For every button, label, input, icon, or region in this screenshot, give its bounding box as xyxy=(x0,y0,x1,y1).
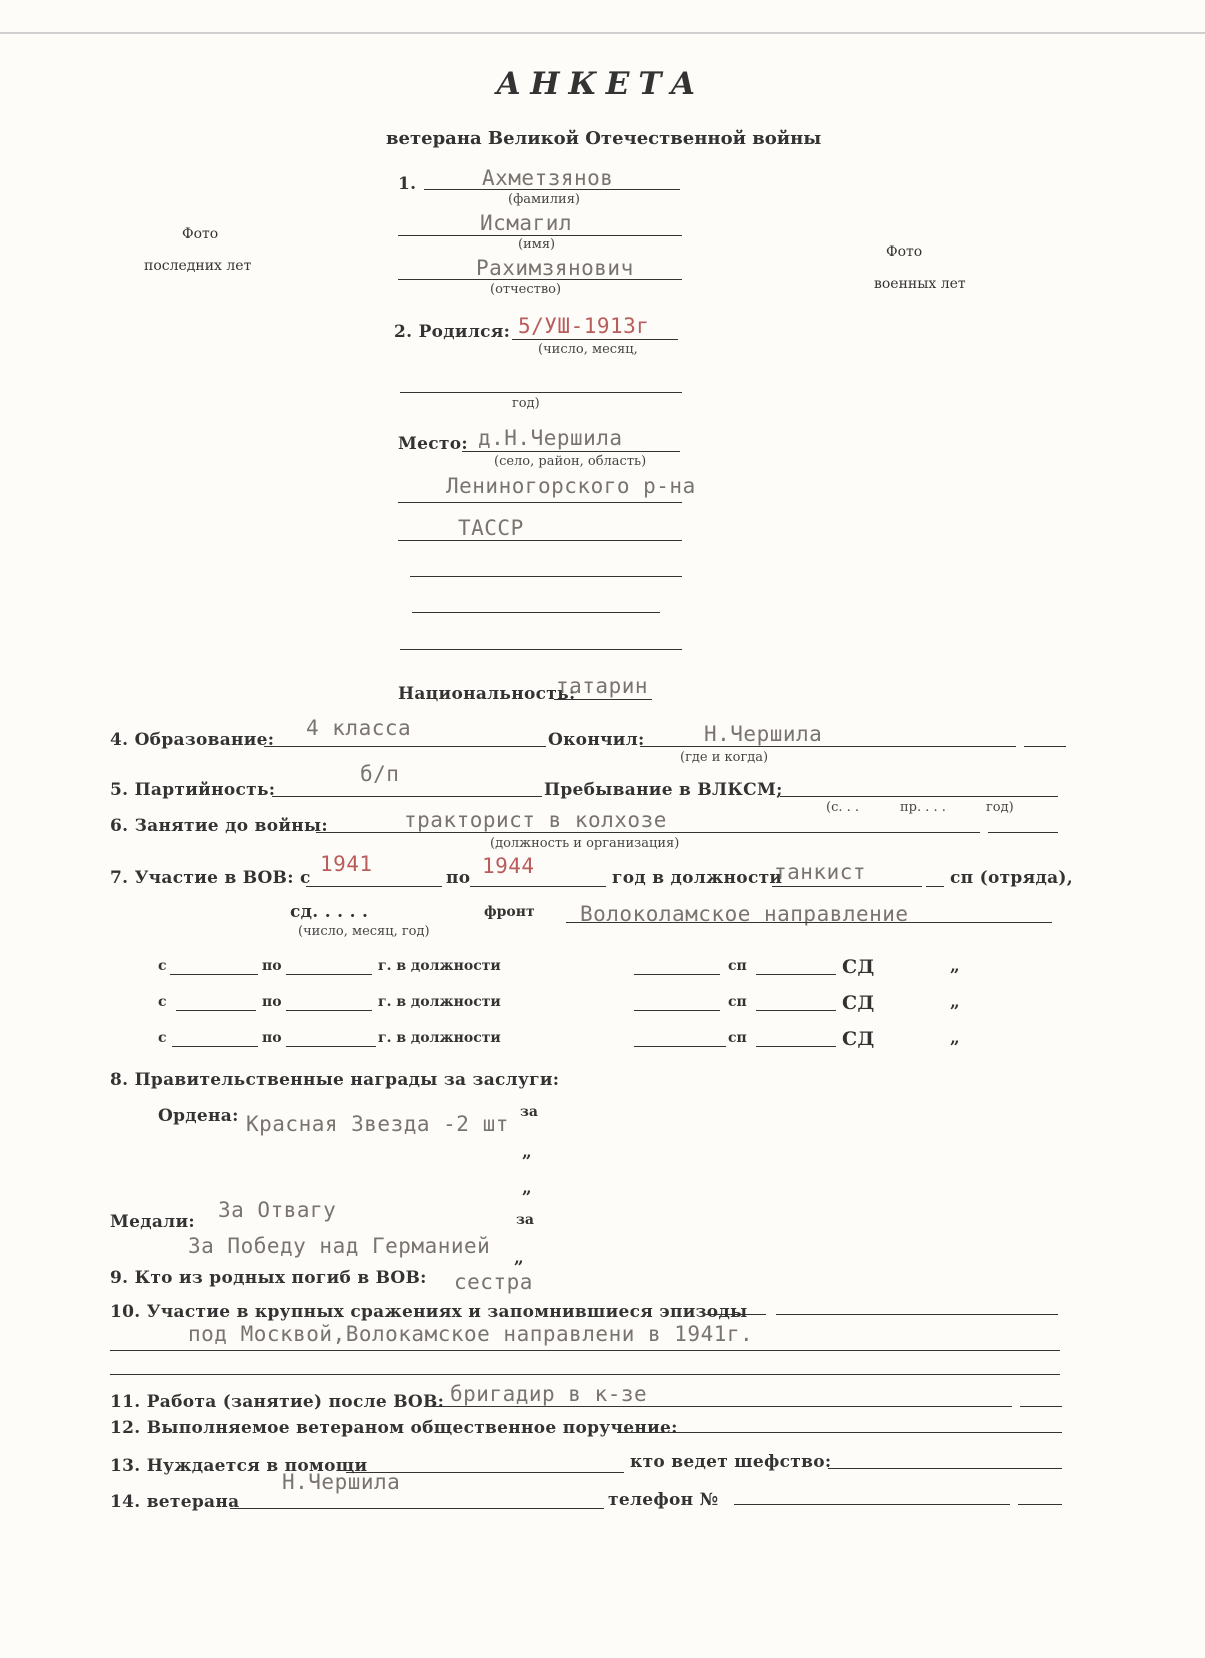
patronymic-value: Рахимзянович xyxy=(476,256,634,280)
patronymic-line xyxy=(398,279,682,280)
phone-line-2 xyxy=(1018,1504,1062,1505)
education-line xyxy=(264,746,546,747)
service-row-position: г. в должности xyxy=(378,1030,501,1046)
vlksm-caption-to: пр. . . . xyxy=(900,800,946,815)
service-row-to: по xyxy=(262,994,282,1010)
after-war-line xyxy=(428,1406,1012,1407)
relatives-value: сестра xyxy=(454,1270,533,1294)
birth-year-line xyxy=(400,392,682,393)
patron-label: кто ведет шефство: xyxy=(630,1452,832,1472)
service-row-to-line xyxy=(286,1046,376,1047)
public-duty-label: 12. Выполняемое ветераном общественное поручение: xyxy=(110,1418,678,1438)
after-war-line-2 xyxy=(1020,1406,1062,1407)
birth-date-value: 5/УШ-1913г xyxy=(518,314,650,338)
medals-ditto: „ xyxy=(514,1248,525,1268)
first-name-caption: (имя) xyxy=(518,237,556,252)
service-row-sd: СД xyxy=(842,956,875,978)
phone-line xyxy=(734,1504,1010,1505)
service-row-from: с xyxy=(158,1030,167,1046)
wwii-unit-label: сп (отряда), xyxy=(950,868,1073,888)
party-label: 5. Партийность: xyxy=(110,780,276,800)
orders-ditto-1: „ xyxy=(522,1142,533,1162)
place-label: Место: xyxy=(398,434,468,454)
occupation-label: 6. Занятие до войны: xyxy=(110,816,328,836)
nationality-line xyxy=(554,699,652,700)
battles-line-2 xyxy=(110,1350,1060,1351)
occupation-line xyxy=(316,832,980,833)
nationality-value: татарин xyxy=(556,674,649,698)
service-row-sp: сп xyxy=(728,994,747,1010)
after-war-label: 11. Работа (занятие) после ВОВ: xyxy=(110,1392,445,1412)
phone-label: телефон № xyxy=(608,1490,719,1510)
photo-left-label-2: последних лет xyxy=(144,258,252,274)
service-row-to: по xyxy=(262,958,282,974)
address-value: Н.Чершила xyxy=(282,1470,401,1494)
service-row-sp: сп xyxy=(728,958,747,974)
service-row-position: г. в должности xyxy=(378,958,501,974)
place-value-1: д.Н.Чершила xyxy=(478,426,623,450)
medals-label: Медали: xyxy=(110,1212,195,1232)
form-subtitle: ветерана Великой Отечественной войны xyxy=(386,128,822,149)
vlksm-caption-year: год) xyxy=(986,800,1014,815)
service-row-sd: СД xyxy=(842,992,875,1014)
service-row-from: с xyxy=(158,958,167,974)
wwii-date-caption: (число, месяц, год) xyxy=(298,924,430,939)
wwii-front-line xyxy=(566,922,1052,923)
surname-value: Ахметзянов xyxy=(482,166,614,190)
service-row-to-line xyxy=(286,1010,372,1011)
battles-line-short xyxy=(706,1314,766,1315)
after-war-value: бригадир в к-зе xyxy=(450,1382,648,1406)
finished-caption: (где и когда) xyxy=(680,750,769,765)
service-row-from-line xyxy=(176,1010,256,1011)
field-num-1: 1. xyxy=(398,174,417,194)
wwii-position-value: танкист xyxy=(774,860,867,884)
finished-line xyxy=(640,746,1016,747)
wwii-from-line xyxy=(306,886,442,887)
patron-line xyxy=(828,1468,1062,1469)
address-label: 14. ветерана xyxy=(110,1492,240,1512)
wwii-to-label: по xyxy=(446,868,471,888)
battles-label: 10. Участие в крупных сражениях и запомнившиеся эпизоды xyxy=(110,1302,748,1322)
photo-right-label-1: Фото xyxy=(886,244,923,260)
wwii-unit-line xyxy=(926,886,944,887)
occupation-caption: (должность и организация) xyxy=(490,836,680,851)
service-row-from-line xyxy=(172,1046,258,1047)
finished-line-2 xyxy=(1024,746,1066,747)
service-row-ditto: „ xyxy=(950,992,961,1012)
vlksm-caption-from: (с. . . xyxy=(826,800,860,815)
place-line-5 xyxy=(412,612,660,613)
service-row-ditto: „ xyxy=(950,956,961,976)
wwii-position-label: год в должности xyxy=(612,868,783,888)
orders-label: Ордена: xyxy=(158,1106,239,1126)
wwii-front-label: фронт xyxy=(484,904,535,920)
wwii-to-line xyxy=(470,886,606,887)
service-row-from: с xyxy=(158,994,167,1010)
place-caption: (село, район, область) xyxy=(494,454,647,469)
first-name-value: Исмагил xyxy=(480,211,573,235)
medal-value-2: За Победу над Германией xyxy=(188,1234,491,1258)
orders-value: Красная Звезда -2 шт xyxy=(246,1112,509,1136)
service-row-sd: СД xyxy=(842,1028,875,1050)
wwii-position-line xyxy=(772,886,922,887)
medals-za: за xyxy=(516,1212,535,1228)
service-row-position: г. в должности xyxy=(378,994,501,1010)
service-row-sp-line xyxy=(756,974,836,975)
vlksm-label: Пребывание в ВЛКСМ; xyxy=(544,780,783,800)
education-value: 4 класса xyxy=(306,716,412,740)
patronymic-caption: (отчество) xyxy=(490,282,562,297)
service-row-ditto: „ xyxy=(950,1028,961,1048)
service-row-sp: сп xyxy=(728,1030,747,1046)
battles-line-3 xyxy=(110,1374,1060,1375)
wwii-front-value: Волоколамское направление xyxy=(580,902,909,926)
battles-value: под Москвой,Волокамское направлени в 1941г. xyxy=(188,1322,754,1346)
form-title: АНКЕТА xyxy=(496,66,705,102)
occupation-value: тракторист в колхозе xyxy=(404,808,667,832)
place-line-4 xyxy=(410,576,682,577)
photo-left-label-1: Фото xyxy=(182,226,219,242)
place-line-3 xyxy=(398,540,682,541)
service-row-position-line xyxy=(634,1046,726,1047)
birth-date-caption-2: год) xyxy=(512,396,540,411)
place-line-6 xyxy=(400,649,682,650)
finished-value: Н.Чершила xyxy=(704,722,823,746)
first-name-line xyxy=(398,235,682,236)
education-label: 4. Образование: xyxy=(110,730,275,750)
birth-date-caption-1: (число, месяц, xyxy=(538,342,638,357)
surname-caption: (фамилия) xyxy=(508,192,580,207)
relatives-label: 9. Кто из родных погиб в ВОВ: xyxy=(110,1268,427,1288)
place-line-1 xyxy=(462,451,680,452)
service-row-to-line xyxy=(286,974,372,975)
place-line-2 xyxy=(398,502,682,503)
sheet-top-edge xyxy=(0,32,1205,34)
birth-date-line xyxy=(512,339,678,340)
nationality-label: Национальность: xyxy=(398,684,576,704)
birth-label: 2. Родился: xyxy=(394,322,511,342)
surname-line xyxy=(424,189,680,190)
service-row-position-line xyxy=(634,974,720,975)
photo-right-label-2: военных лет xyxy=(874,276,966,292)
wwii-label: 7. Участие в ВОВ: с xyxy=(110,868,311,888)
vlksm-line xyxy=(780,796,1058,797)
party-line xyxy=(272,796,542,797)
service-row-sp-line xyxy=(756,1010,836,1011)
service-row-position-line xyxy=(634,1010,720,1011)
public-duty-line xyxy=(622,1432,1062,1433)
service-row-to: по xyxy=(262,1030,282,1046)
occupation-line-2 xyxy=(988,832,1058,833)
awards-label: 8. Правительственные награды за заслуги: xyxy=(110,1070,560,1090)
orders-ditto-2: „ xyxy=(522,1178,533,1198)
service-row-sp-line xyxy=(756,1046,836,1047)
battles-line-1 xyxy=(776,1314,1058,1315)
place-value-3: ТАССР xyxy=(458,516,524,540)
address-line xyxy=(230,1508,604,1509)
party-value: б/п xyxy=(360,762,400,786)
medal-value-1: За Отвагу xyxy=(218,1198,337,1222)
wwii-sd-label: сд. . . . . xyxy=(290,902,369,922)
finished-label: Окончил: xyxy=(548,730,645,750)
place-value-2: Лениногорского р-на xyxy=(446,474,696,498)
wwii-from-value: 1941 xyxy=(320,852,373,876)
service-row-from-line xyxy=(170,974,258,975)
orders-za: за xyxy=(520,1104,539,1120)
help-label: 13. Нуждается в помощи xyxy=(110,1456,368,1476)
wwii-to-value: 1944 xyxy=(482,854,535,878)
